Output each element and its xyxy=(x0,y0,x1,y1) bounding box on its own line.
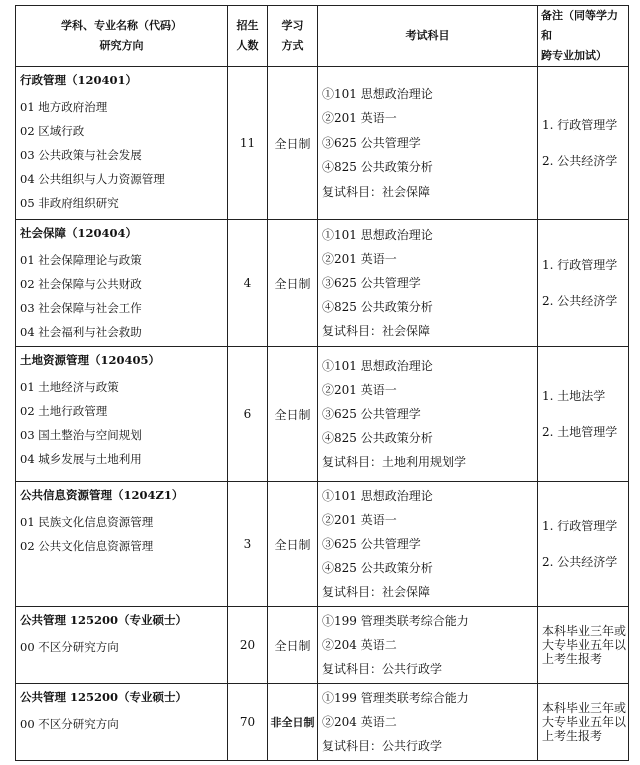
header-major-line1: 学科、专业名称（代码） xyxy=(61,19,182,32)
study-mode: 全日制 xyxy=(268,67,318,220)
enroll-count: 4 xyxy=(228,220,268,347)
major-title: 公共信息资源管理（1204Z1） xyxy=(20,488,184,502)
direction-item: 03 社会保障与社会工作 xyxy=(20,301,142,315)
header-note-line1: 备注（同等学力和 xyxy=(541,9,618,42)
enroll-count: 6 xyxy=(228,347,268,482)
direction-item: 02 土地行政管理 xyxy=(20,404,108,418)
note-cell xyxy=(538,607,629,684)
header-enroll-line1: 招生 xyxy=(236,19,259,32)
direction-item: 00 不区分研究方向 xyxy=(20,640,119,654)
note-cell xyxy=(538,220,629,347)
exam-item: ③625 公共管理学 xyxy=(322,407,421,421)
direction-item: 01 土地经济与政策 xyxy=(20,380,119,394)
exam-cell xyxy=(318,482,538,607)
study-mode: 全日制 xyxy=(268,607,318,684)
header-mode-line1: 学习 xyxy=(281,19,304,32)
direction-item: 03 公共政策与社会发展 xyxy=(20,148,142,162)
exam-item: ①101 思想政治理论 xyxy=(322,359,433,373)
direction-item: 04 公共组织与人力资源管理 xyxy=(20,172,165,186)
major-cell xyxy=(16,482,228,607)
enroll-count: 11 xyxy=(228,67,268,220)
direction-item: 01 民族文化信息资源管理 xyxy=(20,515,154,529)
note-cell xyxy=(538,482,629,607)
major-cell xyxy=(16,67,228,220)
note-item: 2. 公共经济学 xyxy=(542,154,618,168)
exam-item: ②201 英语一 xyxy=(322,513,397,527)
major-cell xyxy=(16,347,228,482)
exam-item: ②204 英语二 xyxy=(322,638,397,652)
study-mode: 全日制 xyxy=(268,482,318,607)
exam-cell xyxy=(318,347,538,482)
direction-item: 04 城乡发展与土地利用 xyxy=(20,452,142,466)
note-item: 1. 土地法学 xyxy=(542,389,606,403)
note-item: 1. 行政管理学 xyxy=(542,258,618,272)
note-item: 1. 行政管理学 xyxy=(542,118,618,132)
note-item: 2. 公共经济学 xyxy=(542,294,618,308)
exam-item: 复试科目：土地利用规划学 xyxy=(322,455,467,469)
note-text: 本科毕业三年或大专毕业五年以上考生报考 xyxy=(542,624,627,666)
direction-item: 01 地方政府治理 xyxy=(20,100,108,114)
major-title: 行政管理（120401） xyxy=(20,73,138,87)
study-mode: 非全日制 xyxy=(268,684,318,761)
exam-item: ①101 思想政治理论 xyxy=(322,489,433,503)
note-item: 2. 土地管理学 xyxy=(542,425,618,439)
major-title: 土地资源管理（120405） xyxy=(20,353,161,367)
direction-item: 02 社会保障与公共财政 xyxy=(20,277,142,291)
admissions-table xyxy=(15,5,629,761)
exam-item: 复试科目：公共行政学 xyxy=(322,739,443,753)
exam-item: 复试科目：社会保障 xyxy=(322,184,431,199)
major-cell xyxy=(16,220,228,347)
header-mode xyxy=(268,6,318,67)
direction-item: 03 国土整治与空间规划 xyxy=(20,428,142,442)
direction-item: 01 社会保障理论与政策 xyxy=(20,253,142,267)
header-note xyxy=(538,6,629,67)
exam-item: ③625 公共管理学 xyxy=(322,135,421,150)
direction-item: 05 非政府组织研究 xyxy=(20,196,119,210)
enroll-count: 70 xyxy=(228,684,268,761)
note-cell xyxy=(538,67,629,220)
exam-item: ②204 英语二 xyxy=(322,715,397,729)
exam-item: 复试科目：社会保障 xyxy=(322,324,431,338)
header-enroll xyxy=(228,6,268,67)
note-item: 2. 公共经济学 xyxy=(542,555,618,569)
enroll-count: 3 xyxy=(228,482,268,607)
major-cell xyxy=(16,607,228,684)
exam-item: ①199 管理类联考综合能力 xyxy=(322,691,469,705)
table-row xyxy=(16,347,629,482)
exam-item: ③625 公共管理学 xyxy=(322,537,421,551)
table-row xyxy=(16,482,629,607)
note-item: 1. 行政管理学 xyxy=(542,519,618,533)
direction-item: 02 公共文化信息资源管理 xyxy=(20,539,154,553)
header-note-line2: 跨专业加试） xyxy=(541,49,607,62)
header-row xyxy=(16,6,629,67)
direction-item: 04 社会福利与社会救助 xyxy=(20,325,142,339)
exam-item: ①101 思想政治理论 xyxy=(322,228,433,242)
major-cell xyxy=(16,684,228,761)
note-text: 本科毕业三年或大专毕业五年以上考生报考 xyxy=(542,701,627,743)
exam-item: ④825 公共政策分析 xyxy=(322,561,433,575)
exam-item: ③625 公共管理学 xyxy=(322,276,421,290)
study-mode: 全日制 xyxy=(268,347,318,482)
note-cell xyxy=(538,684,629,761)
exam-cell xyxy=(318,67,538,220)
note-cell xyxy=(538,347,629,482)
direction-item: 00 不区分研究方向 xyxy=(20,717,119,731)
exam-item: ④825 公共政策分析 xyxy=(322,431,433,445)
header-exam: 考试科目 xyxy=(318,6,538,67)
exam-item: 复试科目：社会保障 xyxy=(322,585,431,599)
table-row xyxy=(16,607,629,684)
major-title: 公共管理 125200（专业硕士） xyxy=(20,613,188,627)
major-title: 社会保障（120404） xyxy=(20,226,138,240)
header-major-line2: 研究方向 xyxy=(99,39,144,52)
enroll-count: 20 xyxy=(228,607,268,684)
header-enroll-line2: 人数 xyxy=(236,39,259,52)
table-row xyxy=(16,684,629,761)
study-mode: 全日制 xyxy=(268,220,318,347)
exam-item: ①199 管理类联考综合能力 xyxy=(322,614,469,628)
exam-cell xyxy=(318,607,538,684)
exam-item: ④825 公共政策分析 xyxy=(322,160,433,175)
table-row xyxy=(16,67,629,220)
exam-cell xyxy=(318,220,538,347)
table-row xyxy=(16,220,629,347)
exam-item: ②201 英语一 xyxy=(322,383,397,397)
header-mode-line2: 方式 xyxy=(281,39,304,52)
direction-item: 02 区域行政 xyxy=(20,124,85,138)
exam-item: ①101 思想政治理论 xyxy=(322,86,433,101)
exam-item: 复试科目：公共行政学 xyxy=(322,662,443,676)
exam-cell xyxy=(318,684,538,761)
header-major xyxy=(16,6,228,67)
exam-item: ②201 英语一 xyxy=(322,111,397,126)
admissions-table-wrapper xyxy=(15,5,628,761)
exam-item: ④825 公共政策分析 xyxy=(322,300,433,314)
major-title: 公共管理 125200（专业硕士） xyxy=(20,690,188,704)
exam-item: ②201 英语一 xyxy=(322,252,397,266)
